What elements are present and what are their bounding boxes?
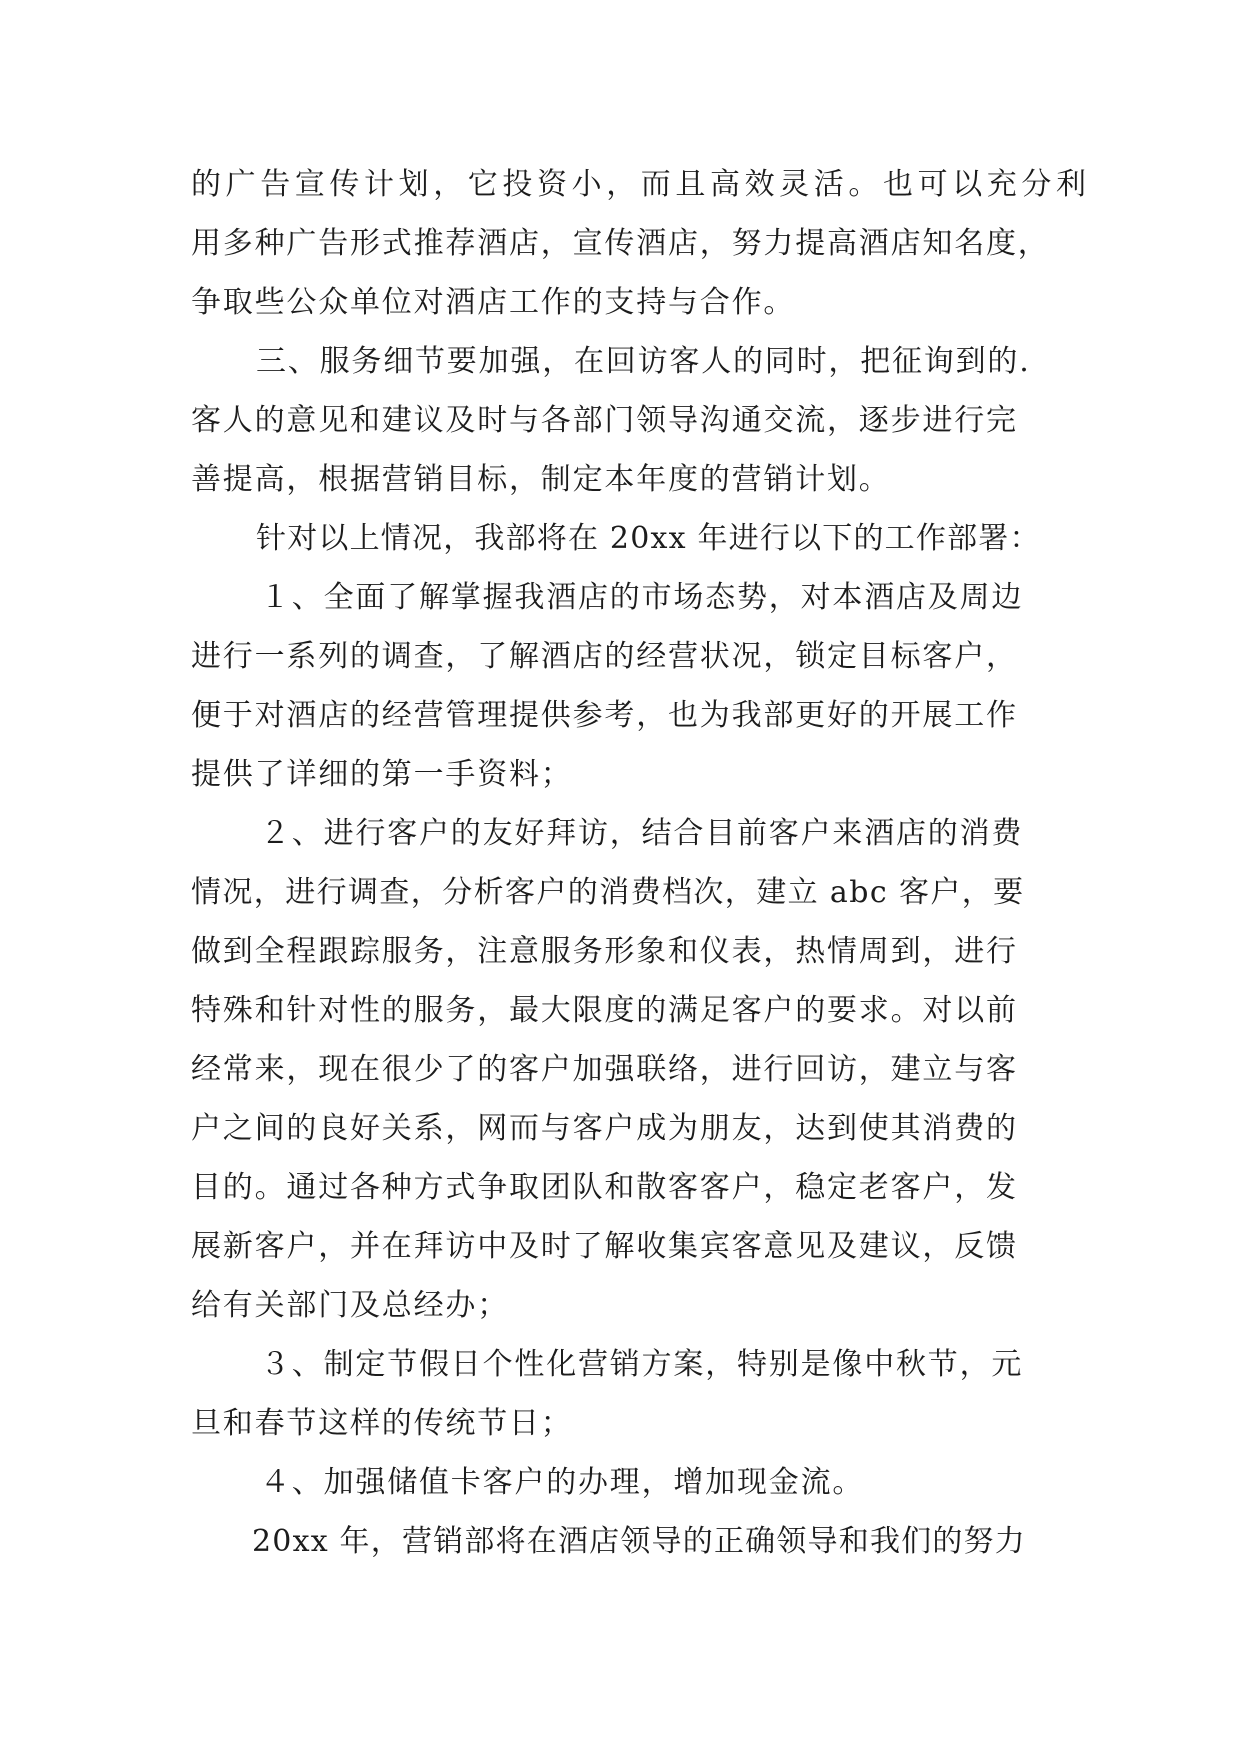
text-line: 争取些公众单位对酒店工作的支持与合作。 <box>191 285 796 320</box>
text-line: 提供了详细的第一手资料； <box>191 757 573 792</box>
text-line: 做到全程跟踪服务，注意服务形象和仪表，热情周到，进行 <box>191 934 1018 969</box>
text-line: 三、服务细节要加强，在回访客人的同时，把征询到的. <box>256 344 1031 379</box>
text-line: 特殊和针对性的服务，最大限度的满足客户的要求。对以前 <box>191 993 1018 1028</box>
text-line: 针对以上情况，我部将在 20xx 年进行以下的工作部署： <box>256 521 1041 556</box>
text-line: 善提高，根据营销目标，制定本年度的营销计划。 <box>191 462 891 497</box>
text-line: １、全面了解掌握我酒店的市场态势，对本酒店及周边 <box>260 580 1024 615</box>
text-line: 经常来，现在很少了的客户加强联络，进行回访，建立与客 <box>191 1052 1018 1087</box>
text-line: 客人的意见和建议及时与各部门领导沟通交流，逐步进行完 <box>191 403 1018 438</box>
text-line: 目的。通过各种方式争取团队和散客客户，稳定老客户，发 <box>191 1170 1018 1205</box>
text-line: 20xx 年，营销部将在酒店领导的正确领导和我们的努力 <box>252 1524 1026 1559</box>
text-line: 情况，进行调查，分析客户的消费档次，建立 abc 客户，要 <box>191 875 1025 910</box>
text-line: 户之间的良好关系，网而与客户成为朋友，达到使其消费的 <box>191 1111 1018 1146</box>
text-line: 进行一系列的调查，了解酒店的经营状况，锁定目标客户， <box>191 639 1018 674</box>
text-line: 便于对酒店的经营管理提供参考，也为我部更好的开展工作 <box>191 698 1018 733</box>
text-line: ２、进行客户的友好拜访，结合目前客户来酒店的消费 <box>260 816 1024 851</box>
text-line: ３、制定节假日个性化营销方案，特别是像中秋节，元 <box>260 1347 1024 1382</box>
text-line: 旦和春节这样的传统节日； <box>191 1406 573 1441</box>
text-line: 用多种广告形式推荐酒店，宣传酒店，努力提高酒店知名度， <box>191 226 1050 261</box>
text-line: ４、加强储值卡客户的办理，增加现金流。 <box>260 1465 865 1500</box>
text-line: 展新客户，并在拜访中及时了解收集宾客意见及建议，反馈 <box>191 1229 1018 1264</box>
text-line: 的广告宣传计划，它投资小，而且高效灵活。也可以充分利 <box>191 167 1091 202</box>
text-line: 给有关部门及总经办； <box>191 1288 509 1323</box>
